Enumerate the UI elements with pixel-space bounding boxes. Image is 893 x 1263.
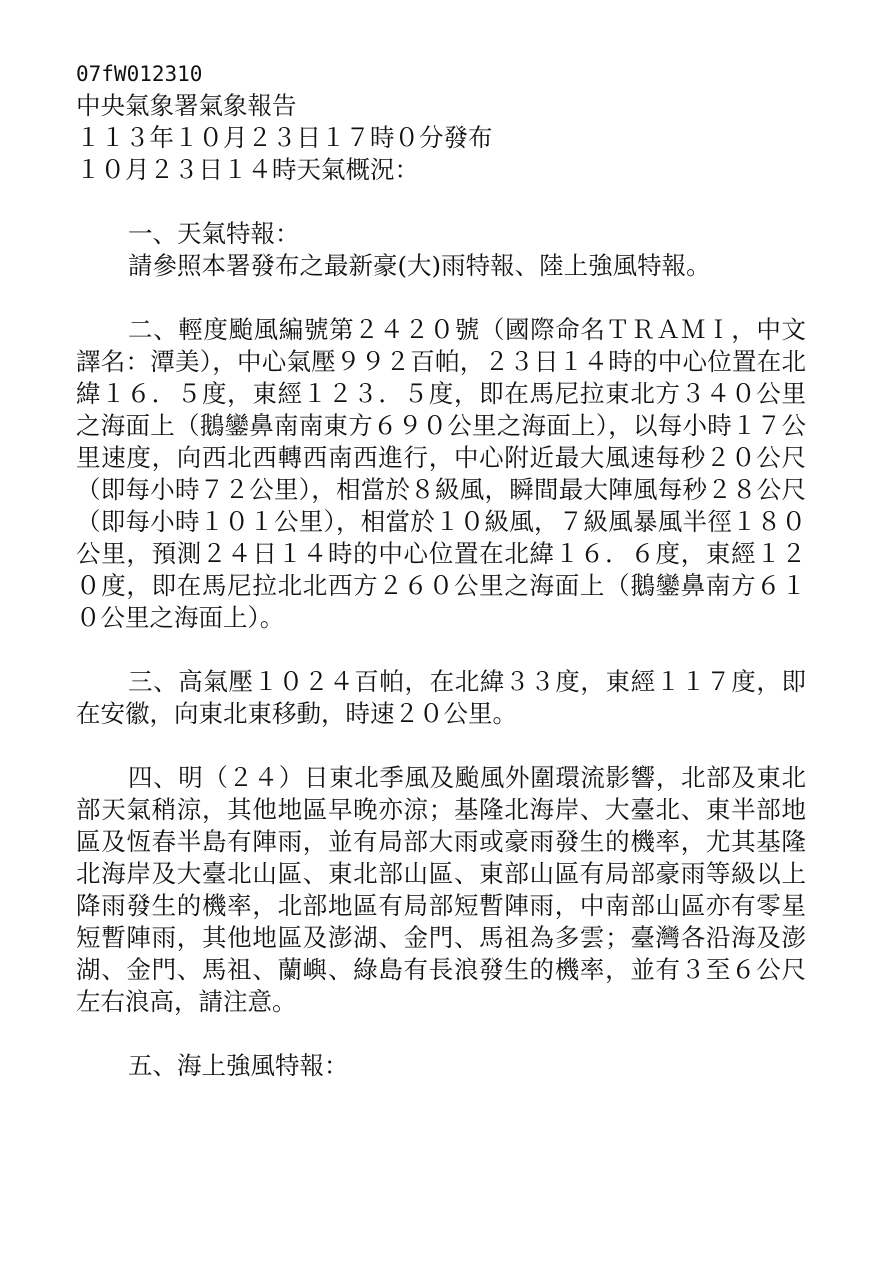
section-4-body: 四、明（２４）日東北季風及颱風外圍環流影響，北部及東北部天氣稍涼，其他地區早晚亦涼；基隆北海岸、大臺北、東半部地區及恆春半島有陣雨，並有局部大雨或豪雨發生的機率，尤其基隆北海岸及大臺北山區、東北部山區、東部山區有局部豪雨等級以上降雨發生的機率，北部地區有局部短暫陣雨，中南部山區亦有零星短暫陣雨，其他地區及澎湖、金門、馬祖為多雲；臺灣各沿海及澎湖、金門、馬祖、蘭嶼、綠島有長浪發生的機率，並有３至６公尺左右浪高，請注意。 [76,763,806,1016]
section-2-body: 二、輕度颱風編號第２４２０號（國際命名ＴＲＡＭＩ，中文譯名：潭美），中心氣壓９９２百帕，２３日１４時的中心位置在北緯１６．５度，東經１２３．５度，即在馬尼拉東北方３４０公里之海面上（鵝鑾鼻南南東方６９０公里之海面上），以每小時１７公里速度，向西北西轉西南西進行，中心附近最大風速每秒２０公尺（即每小時７２公里），相當於８級風，瞬間最大陣風每秒２８公尺（即每小時１０１公里），相當於１０級風，７級風暴風半徑１８０公里，預測２４日１４時的中心位置在北緯１６．６度，東經１２０度，即在馬尼拉北北西方２６０公里之海面上（鵝鑾鼻南方６１０公里之海面上）。 [76,315,806,632]
section-typhoon [76,314,806,634]
section-3-body: 三、高氣壓１０２４百帕，在北緯３３度，東經１１７度，即在安徽，向東北東移動，時速２０公里。 [76,667,806,728]
section-high-pressure [76,666,806,730]
section-marine-wind-advisory [76,1050,806,1082]
section-1-heading: 一、天氣特報： [128,219,300,248]
section-1-body: 請參照本署發布之最新豪(大)雨特報、陸上強風特報。 [128,251,711,280]
section-5-heading: 五、海上強風特報： [128,1051,349,1080]
section-weather-advisory [76,218,806,282]
document-code: 07fW012310 [76,62,203,86]
weather-report-page [76,58,806,1082]
overview-heading: １０月２３日１４時天氣概況： [76,155,419,184]
issue-datetime: １１３年１０月２３日１７時０分發布 [76,123,493,152]
section-forecast [76,762,806,1018]
document-title: 中央氣象署氣象報告 [76,91,297,120]
